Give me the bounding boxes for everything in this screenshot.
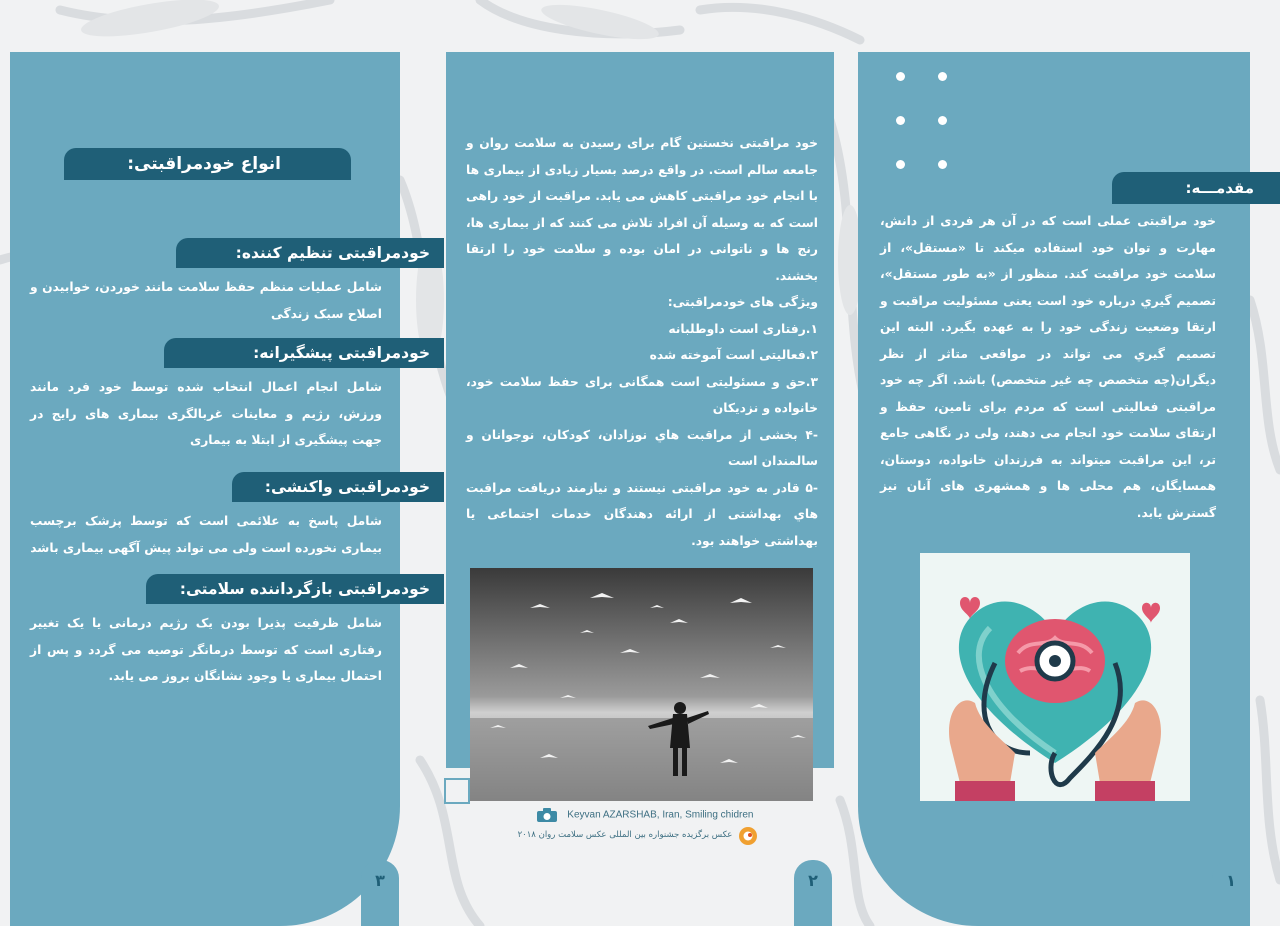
photo-caption: عکس برگزیده جشنواره بین المللی عکس سلامت روان ۲۰۱۸: [517, 830, 733, 840]
feature-item: -۴ بخشی از مراقبت هاي نوزادان، کودکان، نوجوانان و سالمندان است: [466, 427, 818, 468]
section-heading: خودمراقبتی واکنشی:: [232, 472, 444, 502]
section-heading: خودمراقبتی پیشگیرانه:: [164, 338, 444, 368]
page-number-3: ۳: [361, 860, 399, 926]
feature-item: -۵ قادر به خود مراقبتی نیستند و نیازمند دریافت مراقبت هاي بهداشتی از ارائه دهندگان خدمات اجتماعی یا بهداشتی خواهند بود.: [466, 480, 818, 548]
photo-credit: [480, 808, 810, 822]
page-number-1: ۱: [1212, 860, 1250, 926]
heart-brain-stethoscope-illustration: [920, 553, 1190, 801]
feature-item: ۱.رفتاری است داوطلبانه: [668, 321, 818, 336]
introduction-text: خود مراقبتی عملی است که در آن هر فردی از دانش، مهارت و توان خود استفاده میکند تا «مستقل»، از سلامت خود مراقبت کند. منظور از «به طور مستقل»، تصمیم گيري درباره خود است يعنی مسئوليت مراقبت و ارتقا وضعیت زندگی خود را به عهده بگیرد. البته این تصمیم گیري می تواند در مواقعی متاثر از نظر دیگران(چه متخصص چه غیر متخصص) باشد. اگر چه خود مراقبتی فعالیتی است که مردم برای تامین، حفظ و ارتقای سلامت خود انجام می دهند، ولی در نگاهی جامع تر، این مراقبت میتواند به فرزندان خانواده، دوستان، همسایگان، هم محلی ها و همشهری های آنان نیز گسترش یابد.: [880, 214, 1216, 520]
self-care-intro-paragraph: خود مراقبتی نخستین گام برای رسیدن به سلامت روان و جامعه سالم است. در واقع درصد بسیار زیادی از بیماری ها با انجام خود مراقبتی کاهش می یابد. مراقبت از خود راهی است که به وسیله آن افراد تلاش می کنند که از بیماری ها، رنج ها و ناتوانی در امان بوده و سلامت خود را ارتقا بخشند.: [466, 136, 818, 283]
corner-frame-decoration: [813, 660, 827, 696]
section-text: شامل ظرفیت پذیرا بودن یک رژیم درمانی یا یک تغییر رفتاری است که توسط درمانگر توصیه می گردد و پس از احتمال بیماری یا وجود نشانگان بروز می یابد.: [30, 616, 382, 683]
types-heading: انواع خودمراقبتی:: [64, 148, 351, 180]
section-heading: خودمراقبتی تنظیم کننده:: [176, 238, 444, 268]
feature-item: ۲.فعالیتی است آموخته شده: [649, 348, 818, 362]
camera-icon: [537, 808, 557, 822]
dot-grid-decoration: [894, 72, 954, 172]
section-text: شامل انجام اعمال انتخاب شده توسط خود فرد مانند ورزش، رژیم و معاینات غربالگری بیماری های رایج در جهت پیشگیری از ابتلا به بیماری: [30, 380, 382, 447]
photo-credit-text: Keyvan AZARSHAB, Iran, Smiling chidren: [567, 809, 754, 821]
self-care-features-text: [466, 130, 818, 554]
section-text: شامل عملیات منظم حفظ سلامت مانند خوردن، خوابیدن و اصلاح سبک زندگی: [30, 280, 382, 321]
section-heading: خودمراقبتی بازگرداننده سلامتی:: [146, 574, 444, 604]
section-text: شامل پاسخ به علائمی است که توسط پزشک برچسب بیماری نخورده است ولی می تواند پیش آگهی بیماری باشد: [30, 514, 382, 555]
festival-logo-icon: [738, 826, 758, 846]
child-with-seagulls-photo: [470, 568, 813, 801]
corner-frame-decoration: [444, 778, 470, 804]
introduction-heading: مقدمـــه:: [1112, 172, 1280, 204]
features-title: ویژگی های خودمراقبتی:: [667, 295, 818, 309]
page-number-2: ۲: [794, 860, 832, 926]
feature-item: ۳.حق و مسئولیتی است همگانی برای حفظ سلامت خود، خانواده و نزدیکان: [466, 374, 818, 415]
